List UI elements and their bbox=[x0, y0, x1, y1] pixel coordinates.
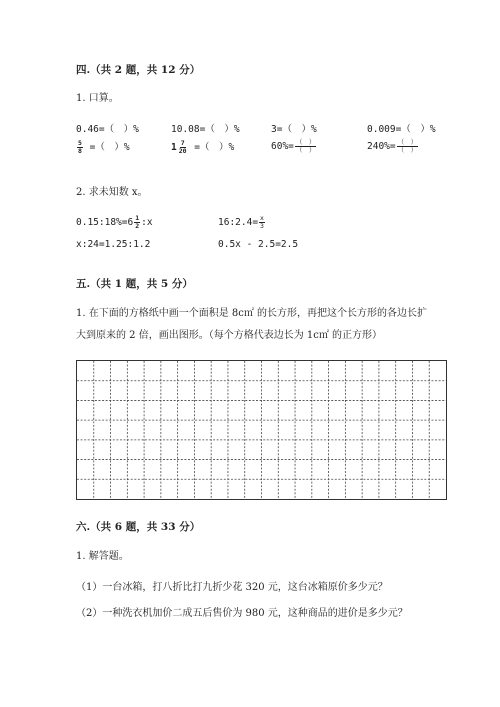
calc-item-6: 1 $\frac{7}{20}$ =（ ）% bbox=[171, 139, 235, 155]
calc-item-3: 3=（ ）% bbox=[271, 124, 317, 135]
grid-paper bbox=[76, 360, 447, 500]
question-1-label: 1. 口算。 bbox=[76, 93, 119, 104]
question-text-line-1: 1. 在下面的方格纸中画一个面积是 8c㎡ 的长方形，再把这个长方形的各边长扩 bbox=[76, 308, 428, 319]
calc-item-8: 240%= $\frac{( )}{( )}$ bbox=[367, 138, 418, 154]
calc-item-4: 0.009=（ ）% bbox=[367, 124, 436, 135]
section-5-title: 五.（共 1 题，共 5 分） bbox=[76, 278, 193, 290]
calc-item-7: 60%= $\frac{( )}{( )}$ bbox=[271, 138, 316, 154]
fraction: $\frac{5}{8}$ bbox=[78, 139, 82, 155]
equation-4: 0.5x - 2.5=2.5 bbox=[218, 239, 299, 250]
subquestion-2: （2）一种洗衣机加价二成五后售价为 980 元，这种商品的进价是多少元？ bbox=[76, 608, 408, 619]
calc-item-2: 10.08=（ ）% bbox=[171, 124, 240, 135]
fraction: $\frac{( )}{( )}$ bbox=[397, 138, 418, 154]
subquestion-1: （1）一台冰箱，打八折比打九折少花 320 元，这台冰箱原价多少元？ bbox=[76, 582, 388, 593]
fraction: $\frac{x}{3}$ bbox=[260, 214, 264, 230]
question-2-label: 2. 求未知数 x。 bbox=[76, 187, 148, 198]
calc-item-5: $\frac{5}{8}$ =（ ）% bbox=[78, 139, 130, 155]
question-label: 1. 解答题。 bbox=[76, 551, 129, 562]
fraction: $\frac{( )}{( )}$ bbox=[295, 138, 316, 154]
equation-1: 0.15:18%=6 $\frac{1}{2}$ :x bbox=[76, 214, 153, 230]
fraction: $\frac{7}{20}$ bbox=[178, 139, 187, 155]
fraction: $\frac{1}{2}$ bbox=[135, 214, 140, 230]
section-4-title: 四.（共 2 题，共 12 分） bbox=[76, 64, 201, 76]
question-text-line-2: 大到原来的 2 倍，画出图形。（每个方格代表边长为 1c㎡ 的正方形） bbox=[76, 330, 383, 341]
equation-2: 16:2.4= $\frac{x}{3}$ bbox=[218, 214, 264, 230]
equation-3: x:24=1.25:1.2 bbox=[76, 239, 151, 250]
calc-item-1: 0.46=（ ）% bbox=[76, 124, 139, 135]
section-6-title: 六.（共 6 题，共 33 分） bbox=[76, 521, 201, 533]
